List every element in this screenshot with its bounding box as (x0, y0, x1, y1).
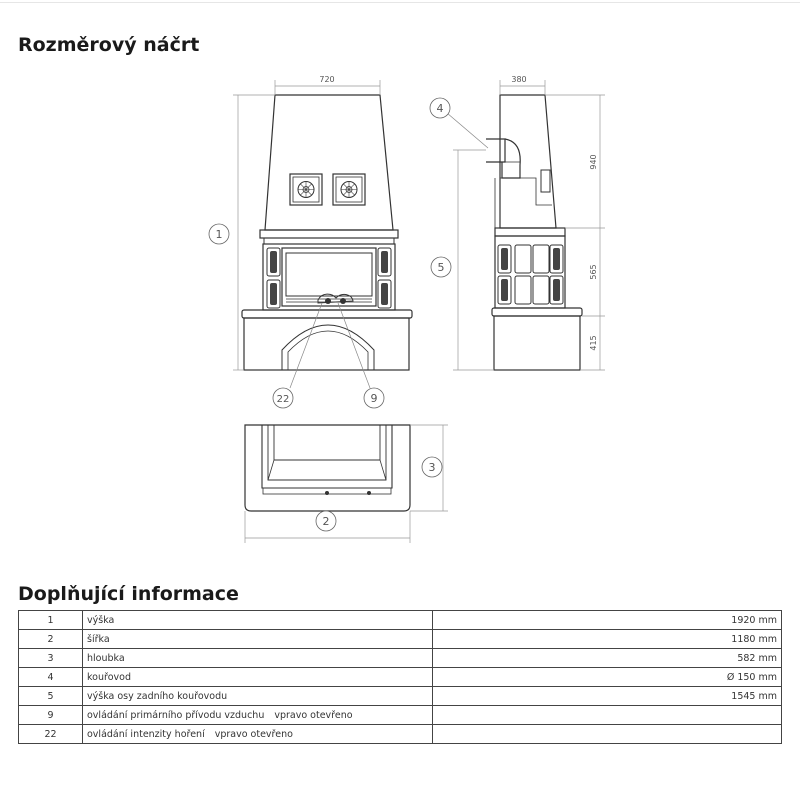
row-number: 5 (19, 687, 83, 706)
plan-view (245, 425, 410, 511)
row-value: Ø 150 mm (432, 668, 782, 687)
row-value (432, 706, 782, 725)
svg-text:4: 4 (436, 102, 444, 115)
row-label: šířka (83, 630, 433, 649)
info-table (18, 610, 782, 744)
side-view (486, 95, 582, 370)
row-number: 1 (19, 611, 83, 630)
dim-565: 565 (589, 264, 598, 280)
table-row (19, 611, 782, 630)
table-row (19, 725, 782, 744)
plan-dimensions (245, 425, 448, 543)
dim-depth-380: 380 (511, 75, 527, 84)
sketch-heading: Rozměrový náčrt (18, 34, 200, 56)
svg-text:9: 9 (370, 392, 378, 405)
row-label: výška osy zadního kouřovodu (83, 687, 433, 706)
callout-22 (273, 388, 293, 408)
info-heading: Doplňující informace (18, 583, 239, 605)
row-number: 2 (19, 630, 83, 649)
row-number: 3 (19, 649, 83, 668)
row-label: ovládání primárního přívodu vzduchu (87, 709, 265, 721)
row-label: hloubka (83, 649, 433, 668)
row-label: ovládání intenzity hoření (87, 728, 205, 740)
svg-text:3: 3 (428, 461, 436, 474)
dim-415: 415 (589, 335, 598, 351)
svg-text:1: 1 (215, 228, 223, 241)
row-number: 4 (19, 668, 83, 687)
callout-1 (209, 224, 229, 244)
svg-text:2: 2 (322, 515, 330, 528)
table-row (19, 668, 782, 687)
dim-width-720: 720 (319, 75, 335, 84)
callout-2 (316, 511, 336, 531)
dim-940: 940 (589, 154, 598, 170)
svg-text:22: 22 (276, 394, 290, 405)
row-note: vpravo otevřeno (274, 709, 353, 721)
row-label-cell (83, 706, 433, 725)
row-number: 22 (19, 725, 83, 744)
side-dimensions (453, 80, 605, 370)
table-row (19, 687, 782, 706)
callout-9 (364, 388, 384, 408)
table-row (19, 630, 782, 649)
row-value: 582 mm (432, 649, 782, 668)
row-label: výška (83, 611, 433, 630)
front-dimensions (233, 80, 380, 370)
row-value: 1545 mm (432, 687, 782, 706)
front-view (242, 95, 412, 370)
row-value: 1180 mm (432, 630, 782, 649)
row-note: vpravo otevřeno (214, 728, 293, 740)
row-label: kouřovod (83, 668, 433, 687)
table-row (19, 649, 782, 668)
row-value (432, 725, 782, 744)
row-value: 1920 mm (432, 611, 782, 630)
callout-3 (422, 457, 442, 477)
row-label-cell (83, 725, 433, 744)
table-row (19, 706, 782, 725)
svg-text:5: 5 (437, 261, 445, 274)
callout-4 (430, 98, 450, 118)
callout-5 (431, 257, 451, 277)
row-number: 9 (19, 706, 83, 725)
